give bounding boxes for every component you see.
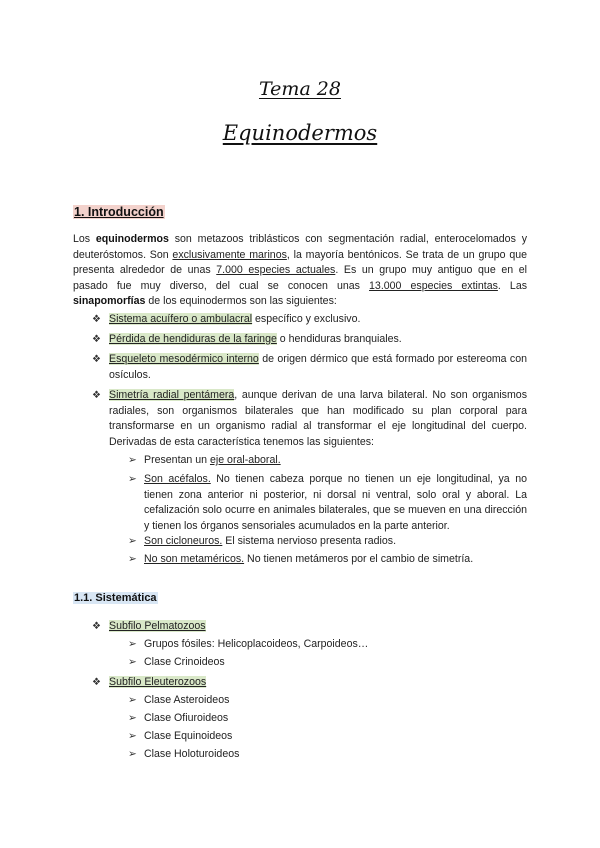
sub-bullet-text: Clase Holoturoideos xyxy=(144,748,240,760)
arrow-bullet-icon: ➢ xyxy=(128,535,137,547)
section-heading-introduccion: 1. Introducción xyxy=(74,205,164,219)
arrow-bullet-icon: ➢ xyxy=(128,748,137,760)
highlight-text: Sistema acuífero o ambulacral xyxy=(109,313,253,325)
bullet-text: específico y exclusivo. xyxy=(252,313,361,325)
underline-text: Son acéfalos. xyxy=(144,473,211,485)
list-item xyxy=(92,352,527,383)
intro-text: Los xyxy=(73,233,96,245)
sub-list-item xyxy=(128,729,527,745)
arrow-bullet-icon: ➢ xyxy=(128,638,137,650)
intro-bold-equinodermos: equinodermos xyxy=(95,233,169,245)
sub-list-item xyxy=(128,453,527,469)
intro-underline-especies-actuales: 7.000 especies actuales xyxy=(216,264,336,277)
arrow-bullet-icon: ➢ xyxy=(128,454,137,466)
sub-bullet-text: El sistema nervioso presenta radios. xyxy=(222,535,397,547)
bullet-text: o hendiduras branquiales. xyxy=(276,333,402,345)
sub-bullet-text: Presentan un xyxy=(144,454,210,466)
diamond-bullet-icon: ❖ xyxy=(92,621,101,632)
highlight-text: Esqueleto mesodérmico interno xyxy=(109,353,259,365)
intro-text: , la mayoría bentónicos. Se trata de un grupo que presenta alrededor de unas xyxy=(73,248,527,277)
sub-list-item xyxy=(128,693,527,709)
arrow-bullet-icon: ➢ xyxy=(128,730,137,742)
sub-list-item xyxy=(128,534,527,550)
sub-bullet-text: No tienen cabeza porque no tienen un eje longitudinal, ya no tienen zona anterior ni posterior, ni dorsal ni ventral, solo oral y aboral. La cefalización solo ocurre en animales bilaterales, que se mueven en una dirección y tienen los órganos sensoriales acumulados en la parte anterior. xyxy=(144,473,527,532)
sub-list-item xyxy=(128,711,527,727)
intro-bold-sinapomorfias: sinapomorfías xyxy=(73,295,146,308)
intro-text: son metazoos triblásticos con segmentación radial, enterocelomados y deuteróstomos. Son xyxy=(73,233,527,261)
diamond-bullet-icon: ❖ xyxy=(92,314,101,325)
list-item xyxy=(92,312,527,328)
sub-list-item xyxy=(128,747,527,763)
sub-bullet-text: Clase Crinoideos xyxy=(144,656,225,668)
underline-text: Son cicloneuros. xyxy=(144,535,223,547)
diamond-bullet-icon: ❖ xyxy=(92,354,101,365)
highlight-text: Simetría radial pentámera xyxy=(109,389,235,401)
arrow-bullet-icon: ➢ xyxy=(128,553,137,565)
arrow-bullet-icon: ➢ xyxy=(128,712,137,724)
underline-text: No son metaméricos. xyxy=(144,553,245,565)
intro-text: . Es un grupo muy antiguo que en el pasado fue muy diverso, del cual se conocen unas xyxy=(73,264,527,292)
arrow-bullet-icon: ➢ xyxy=(128,656,137,668)
subfilo-eleuterozoos-label: Subfilo Eleuterozoos xyxy=(109,676,207,688)
diamond-bullet-icon: ❖ xyxy=(92,677,101,688)
sub-list-item xyxy=(128,472,527,534)
list-item xyxy=(92,332,527,348)
sub-list-item xyxy=(128,552,527,568)
sub-list-item xyxy=(128,637,527,653)
diamond-bullet-icon: ❖ xyxy=(92,390,101,401)
sub-bullet-text: Clase Equinoideos xyxy=(144,730,233,742)
arrow-bullet-icon: ➢ xyxy=(128,694,137,706)
bullet-text: , aunque derivan de una larva bilateral. No son organismos radiales, son organismos bilaterales que han modificado su plan corporal para transformarse en un organismo radial al transformar el eje longitudinal del cuerpo. Derivadas de esta característica tenemos las siguientes: xyxy=(109,389,527,448)
intro-text: de los equinodermos son las siguientes: xyxy=(145,295,337,308)
subfilo-pelmatozoos-label: Subfilo Pelmatozoos xyxy=(109,620,206,632)
list-item xyxy=(92,619,527,635)
list-item xyxy=(92,675,527,691)
bullet-text: de origen dérmico que está formado por estereoma con osículos. xyxy=(109,353,528,381)
page-subtitle: Equinodermos xyxy=(222,121,378,145)
sub-bullet-text: No tienen metámeros por el cambio de simetría. xyxy=(244,553,474,565)
sub-bullet-text: Grupos fósiles: Helicoplacoideos, Carpoideos… xyxy=(144,638,369,650)
highlight-text: Pérdida de hendiduras de la faringe xyxy=(109,333,277,345)
arrow-bullet-icon: ➢ xyxy=(128,473,137,485)
intro-underline-especies-extintas: 13.000 especies extintas xyxy=(369,279,498,292)
list-item xyxy=(92,388,527,450)
underline-text: eje oral-aboral. xyxy=(209,454,281,466)
section-heading-sistematica: 1.1. Sistemática xyxy=(74,592,157,604)
sub-bullet-text: Clase Ofiuroideos xyxy=(144,712,229,724)
diamond-bullet-icon: ❖ xyxy=(92,334,101,345)
page-title: Tema 28 xyxy=(258,78,341,100)
sub-list-item xyxy=(128,655,527,671)
sub-bullet-text: Clase Asteroideos xyxy=(144,694,230,706)
intro-text: . Las xyxy=(497,279,528,292)
intro-underline-marinos: exclusivamente marinos xyxy=(172,248,287,261)
intro-paragraph xyxy=(73,232,527,310)
